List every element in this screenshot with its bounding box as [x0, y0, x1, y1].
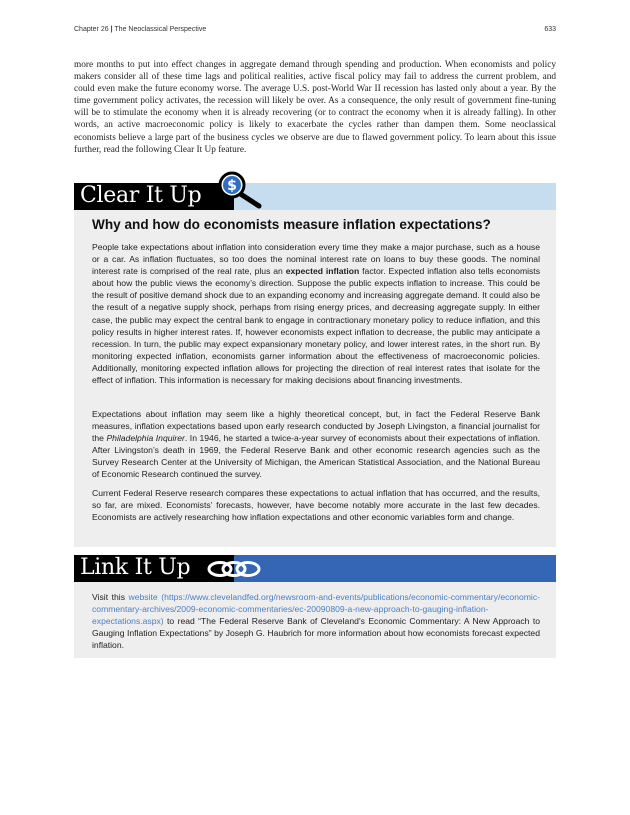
clear-it-up-paragraph-2: Expectations about inflation may seem like a highly theoretical concept, but, in fact the Federal Reserve Bank measures, inflation expectations based upon early research conducted by Joseph Livingston, a financial journalist for the Philadelphia Inquirer. In 1946, he started a twice-a-year survey of economists about their expectations of inflation. After Livingston’s death in 1969, the Federal Reserve Bank and other economic research agencies such as the Survey Research Center at the University of Michigan, the American Statistical Association, and the National Bureau of Economic Research continued the survey.: [92, 409, 540, 480]
link-it-up-label: Link It Up: [80, 555, 191, 580]
clear-it-up-title: Why and how do economists measure inflation expectations?: [92, 217, 491, 232]
page-header: [74, 26, 556, 33]
clear-it-up-paragraph-3: Current Federal Reserve research compares these expectations to actual inflation that has occurred, and the results, so far, are mixed. Economists’ forecasts, however, have become notably more accurate in the last few decades. Economists are actively researching how inflation expectations and other economic variables form and change.: [92, 488, 540, 523]
clear-it-up-paragraph-1: People take expectations about inflation into consideration every time they make a major purchase, such as a house or a car. As inflation fluctuates, so too does the nominal interest rate on loans to buy these goods. The nominal interest rate is comprised of the real rate, plus an expected inflation factor. Expected inflation also tells economists about how the public views the economy’s direction. Suppose the public expects inflation to increase. This could be the result of positive demand shock due to an expanding economy and increasing aggregate demand. It could also be the result of a negative supply shock, perhaps from rising energy prices, and decreasing aggregate supply. In either case, the public may expect the central bank to engage in contractionary monetary policy to reduce inflation, and this policy results in higher interest rates. If, however economists expect inflation to decrease, the public may anticipate a recession. In turn, the public may expect expansionary monetary policy, and lower interest rates, in the short run. By monitoring expected inflation, economists garner information about the effectiveness of macroeconomic policies. Additionally, monitoring expected inflation allows for projecting the direction of real interest rates that isolate for the effect of inflation. This information is necessary for making decisions about financing investments.: [92, 242, 540, 386]
chain-link-icon: [206, 558, 262, 580]
expected-inflation-term: expected inflation: [285, 266, 360, 277]
header-separator: |: [110, 26, 113, 33]
page-number: 633: [544, 26, 556, 33]
magnifier-dollar-icon: [213, 170, 265, 210]
cleveland-fed-link[interactable]: website (https://www.clevelandfed.org/newsroom-and-events/publications/economic-commentary/economic-commentary-archives/2009-economic-commentaries/ec-20090809-a-new-approach-to-gauging-inflation-expectations.aspx): [92, 592, 540, 627]
newspaper-name: Philadelphia Inquirer: [106, 433, 185, 444]
clear-it-up-label: Clear It Up: [80, 183, 202, 208]
chapter-label: Chapter 26: [74, 26, 109, 33]
link-it-up-paragraph: Visit this website (https://www.clevelandfed.org/newsroom-and-events/publications/economic-commentary/economic-commentary-archives/2009-economic-commentaries/ec-20090809-a-new-approach-to-gauging-inflation-expectations.aspx) to read “The Federal Reserve Bank of Cleveland’s Economic Commentary: A New Approach to Gauging Inflation Expectations” by Joseph G. Haubrich for more information about how economists forecast expected inflation.: [92, 592, 540, 651]
dollar-glyph: $: [227, 178, 237, 194]
intro-paragraph: more months to put into effect changes in aggregate demand through spending and production. When economists and policy makers consider all of these time lags and political realities, active fiscal policy may fail to address the current problem, and could even make the future economy worse. The average U.S. post-World War II recession has lasted only about a year. By the time government policy activates, the recession will likely be over. As a consequence, the only result of government fine-tuning will be to stimulate the economy when it is already recovering (or to contract the economy when it is already falling). In other words, an active macroeconomic policy is likely to exacerbate the cycles rather than dampen them. Some neoclassical economists believe a large part of the business cycles we observe are due to flawed government policy. To learn about this issue further, read the following Clear It Up feature.: [74, 60, 556, 155]
section-title: The Neoclassical Perspective: [114, 26, 207, 33]
